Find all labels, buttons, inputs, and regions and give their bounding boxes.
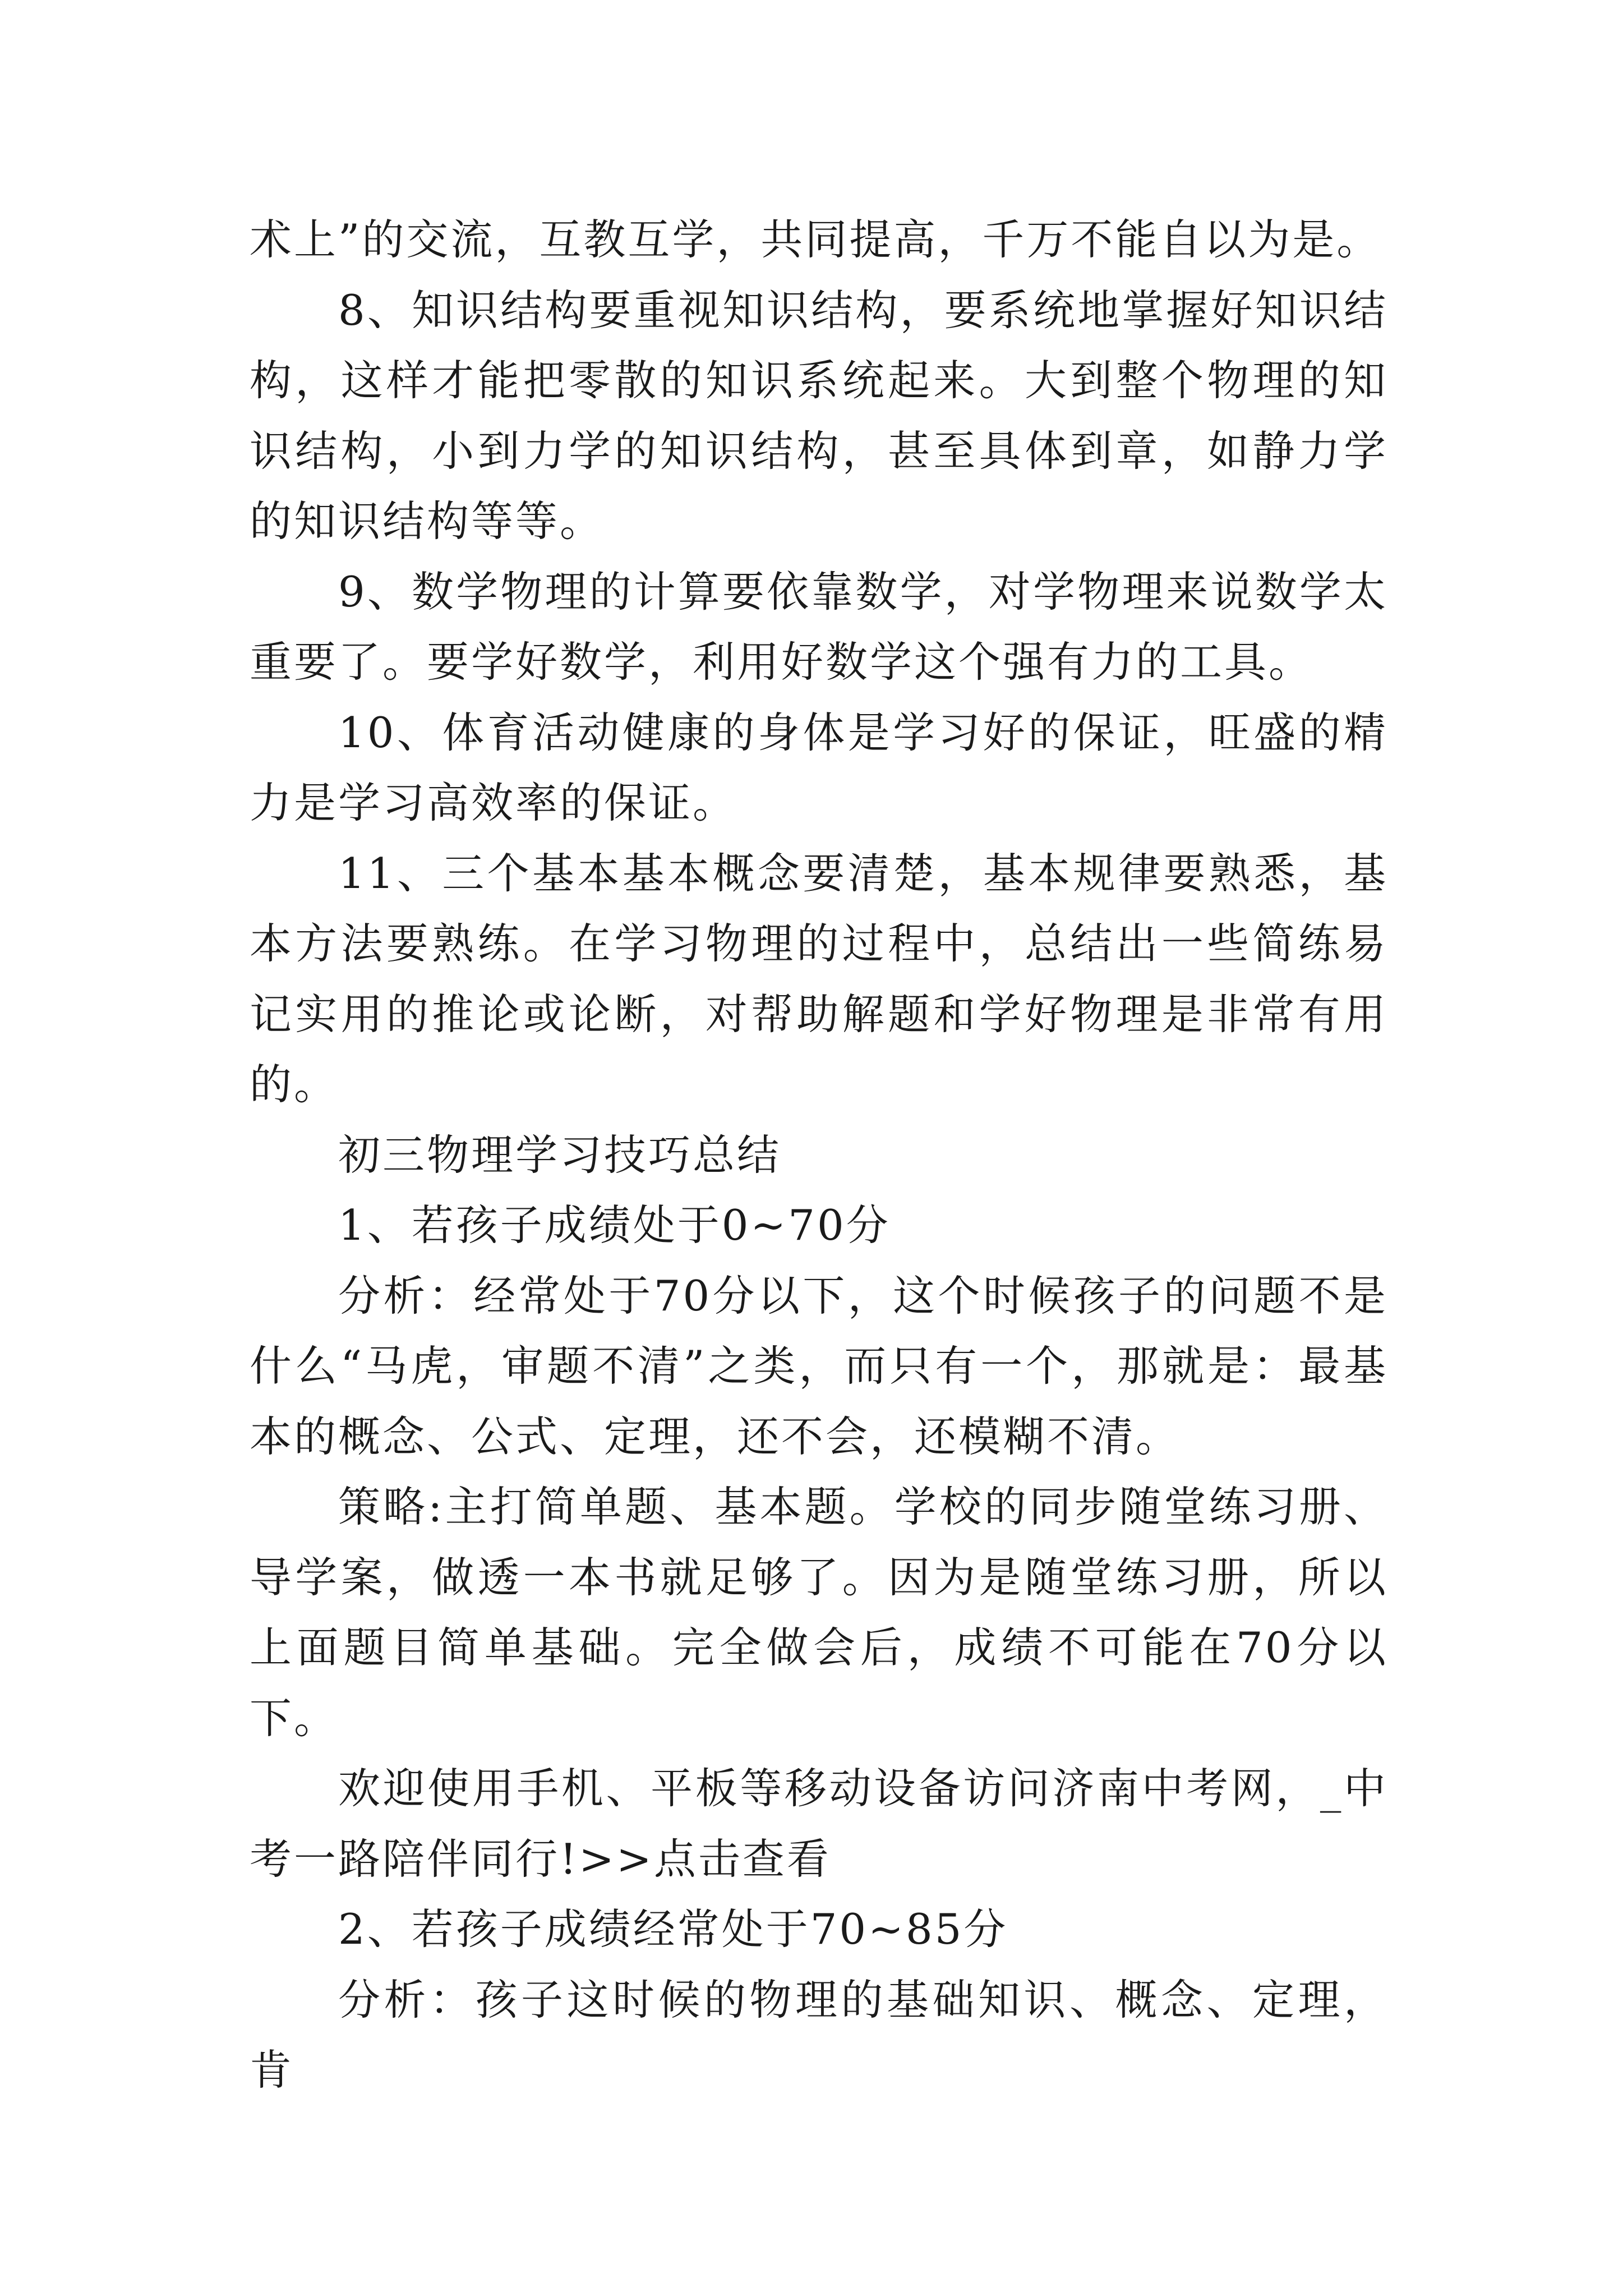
section-heading: 初三物理学习技巧总结	[338, 1130, 782, 1180]
paragraph-case-1-title: 1、若孩子成绩处于0~70分	[338, 1200, 891, 1250]
paragraph-case-2-analysis: 分析：孩子这时候的物理的基础知识、概念、定理，肯	[250, 1975, 1388, 2095]
paragraph-item-8-knowledge-structure: 8、知识结构要重视知识结构，要系统地掌握好知识结构，这样才能把零散的知识系统起来。大到整个物理的知识结构，小到力学的知识结构，甚至具体到章，如静力学的知识结构等等。	[250, 285, 1388, 546]
document-body	[250, 205, 1388, 2106]
paragraph-item-10-sports: 10、体育活动健康的身体是学习好的保证，旺盛的精力是学习高效率的保证。	[250, 707, 1388, 827]
paragraph-item-9-math: 9、数学物理的计算要依靠数学，对学物理来说数学太重要了。要学好数学，利用好数学这个强有力的工具。	[250, 567, 1388, 687]
paragraph-case-1-analysis: 分析：经常处于70分以下，这个时候孩子的问题不是什么“马虎，审题不清”之类，而只有一个，那就是：最基本的概念、公式、定理，还不会，还模糊不清。	[250, 1271, 1388, 1461]
paragraph-item-11-basics: 11、三个基本基本概念要清楚，基本规律要熟悉，基本方法要熟练。在学习物理的过程中，总结出一些简练易记实用的推论或论断，对帮助解题和学好物理是非常有用的。	[250, 848, 1388, 1109]
paragraph-promo-link: 欢迎使用手机、平板等移动设备访问济南中考网，_中考一路陪伴同行!>>点击查看	[250, 1764, 1388, 1884]
paragraph-case-2-title: 2、若孩子成绩经常处于70~85分	[338, 1904, 1008, 1954]
paragraph-continuation: 术上”的交流，互教互学，共同提高，千万不能自以为是。	[250, 215, 1381, 264]
paragraph-case-1-strategy: 策略:主打简单题、基本题。学校的同步随堂练习册、导学案，做透一本书就足够了。因为是随堂练习册，所以上面题目简单基础。完全做会后，成绩不可能在70分以下。	[250, 1482, 1388, 1743]
